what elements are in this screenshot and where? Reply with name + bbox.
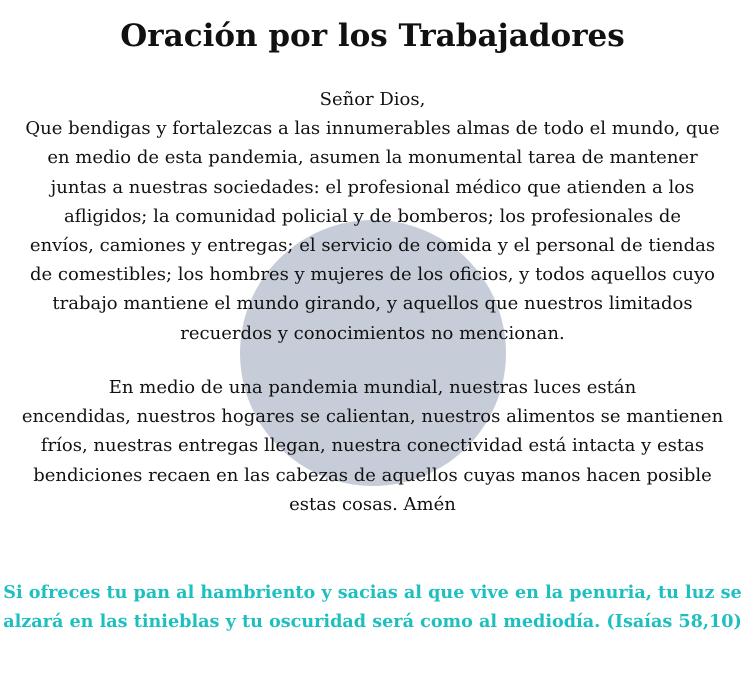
bible-verse — [0, 578, 745, 636]
verse-line: Si ofreces tu pan al hambriento y sacias al que vive en la penuria, tu luz se — [3, 582, 742, 603]
prayer-line: juntas a nuestras sociedades: el profesional médico que atienden a los — [50, 176, 695, 198]
prayer-line: bendiciones recaen en las cabezas de aquellos cuyas manos hacen posible — [33, 464, 712, 486]
prayer-line: encendidas, nuestros hogares se calientan, nuestros alimentos se mantienen — [21, 406, 724, 428]
prayer-line: trabajo mantiene el mundo girando, y aquellos que nuestros limitados — [52, 293, 693, 315]
prayer-paragraph-2 — [0, 373, 745, 519]
verse-line: alzará en las tinieblas y tu oscuridad será como al mediodía. (Isaías 58,10) — [3, 611, 742, 632]
prayer-line: fríos, nuestras entregas llegan, nuestra conectividad está intacta y estas — [40, 435, 705, 457]
prayer-line: envíos, camiones y entregas; el servicio de comida y el personal de tiendas — [29, 235, 716, 257]
page-title: Oración por los Trabajadores — [120, 18, 625, 54]
prayer-line: Que bendigas y fortalezcas a las innumerables almas de todo el mundo, que — [25, 118, 720, 140]
prayer-line: recuerdos y conocimientos no mencionan. — [180, 322, 565, 344]
prayer-line: estas cosas. Amén — [289, 493, 456, 515]
prayer-line: Señor Dios, — [319, 89, 426, 110]
prayer-line: En medio de una pandemia mundial, nuestras luces están — [108, 377, 637, 398]
prayer-line: en medio de esta pandemia, asumen la monumental tarea de mantener — [47, 147, 698, 169]
prayer-line: de comestibles; los hombres y mujeres de los oficios, y todos aquellos cuyo — [30, 264, 715, 286]
prayer-line: afligidos; la comunidad policial y de bomberos; los profesionales de — [63, 205, 682, 227]
prayer-paragraph-1 — [0, 85, 745, 348]
